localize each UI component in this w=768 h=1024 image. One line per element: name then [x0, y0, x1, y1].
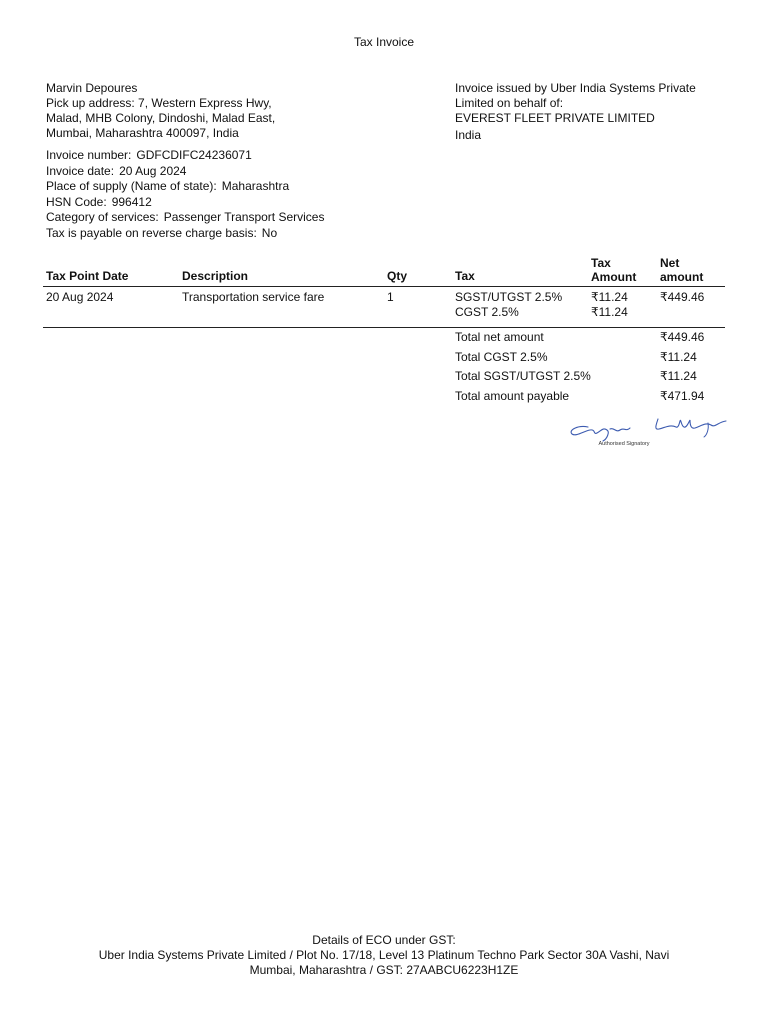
header-tax: Tax — [455, 269, 475, 283]
customer-address-line: Mumbai, Maharashtra 400097, India — [46, 126, 239, 140]
detail-value: GDFCDIFC24236071 — [136, 148, 252, 162]
header-qty: Qty — [387, 269, 408, 283]
total-net-label: Total net amount — [455, 330, 544, 344]
row-description: Transportation service fare — [182, 290, 325, 304]
document-title: Tax Invoice — [353, 35, 415, 49]
total-cgst-value: ₹11.24 — [660, 350, 697, 364]
detail-value: 996412 — [111, 194, 152, 209]
row-tax — [455, 290, 562, 320]
detail-label: Category of services : — [46, 210, 164, 224]
row-tax-amount — [591, 290, 628, 320]
row-tax-amount-line: ₹11.24 — [591, 290, 628, 304]
detail-value: No — [261, 225, 278, 240]
detail-label: Tax is payable on reverse charge basis : — [46, 226, 262, 240]
row-tax-line: CGST 2.5% — [455, 305, 519, 319]
issuer-company: EVEREST FLEET PRIVATE LIMITED — [455, 111, 655, 125]
header-tax-amount-line: Tax — [591, 256, 611, 270]
row-tax-amount-line: ₹11.24 — [591, 305, 628, 319]
category-row — [46, 210, 426, 226]
row-tax-line: SGST/UTGST 2.5% — [455, 290, 563, 304]
detail-value: Passenger Transport Services — [163, 210, 325, 224]
total-payable-label: Total amount payable — [455, 389, 570, 403]
issuer-block — [455, 81, 735, 143]
hsn-code-row — [46, 195, 426, 211]
header-tax-amount — [591, 256, 636, 284]
invoice-number-row — [46, 148, 426, 164]
customer-address-line: Malad, MHB Colony, Dindoshi, Malad East, — [46, 111, 276, 125]
table-bottom-rule — [43, 327, 725, 328]
total-net-value: ₹449.46 — [660, 330, 705, 344]
header-net-amount-line: amount — [660, 270, 704, 284]
customer-name: Marvin Depoures — [46, 81, 138, 95]
total-cgst-label: Total CGST 2.5% — [455, 350, 548, 364]
detail-label: Invoice date : — [46, 164, 119, 178]
footer-heading: Details of ECO under GST: — [312, 933, 456, 947]
eco-footer — [60, 933, 708, 978]
total-sgst-value: ₹11.24 — [660, 369, 697, 383]
detail-label: Invoice number : — [46, 148, 136, 162]
total-sgst-label: Total SGST/UTGST 2.5% — [455, 369, 591, 383]
header-net-amount — [660, 256, 703, 284]
footer-line: Uber India Systems Private Limited / Plot No. 17/18, Level 13 Platinum Techno Park Sector 30A Vashi, Navi — [98, 948, 670, 962]
detail-label: Place of supply (Name of state) : — [46, 179, 222, 193]
invoice-details — [46, 148, 426, 241]
place-of-supply-row — [46, 179, 426, 195]
footer-line: Mumbai, Maharashtra / GST: 27AABCU6223H1ZE — [249, 963, 519, 977]
detail-value: 20 Aug 2024 — [119, 163, 187, 178]
header-tax-amount-line: Amount — [591, 270, 637, 284]
detail-label: HSN Code : — [46, 195, 112, 209]
issuer-country: India — [455, 128, 482, 142]
row-qty: 1 — [387, 290, 394, 304]
total-payable-value: ₹471.94 — [660, 389, 705, 403]
header-net-amount-line: Net — [660, 256, 680, 270]
row-tax-point-date: 20 Aug 2024 — [46, 290, 114, 304]
customer-address-line: Pick up address: 7, Western Express Hwy, — [46, 96, 272, 110]
issuer-line: Limited on behalf of: — [455, 96, 564, 110]
invoice-date-row — [46, 164, 426, 180]
header-rule — [43, 286, 725, 287]
customer-block — [46, 81, 346, 141]
issuer-line: Invoice issued by Uber India Systems Private — [455, 81, 696, 95]
header-description: Description — [182, 269, 249, 283]
signature-caption: Authorised Signatory — [598, 441, 650, 447]
header-tax-point-date: Tax Point Date — [46, 269, 129, 283]
reverse-charge-row — [46, 226, 426, 242]
detail-value: Maharashtra — [221, 179, 290, 193]
row-net-amount: ₹449.46 — [660, 290, 705, 304]
